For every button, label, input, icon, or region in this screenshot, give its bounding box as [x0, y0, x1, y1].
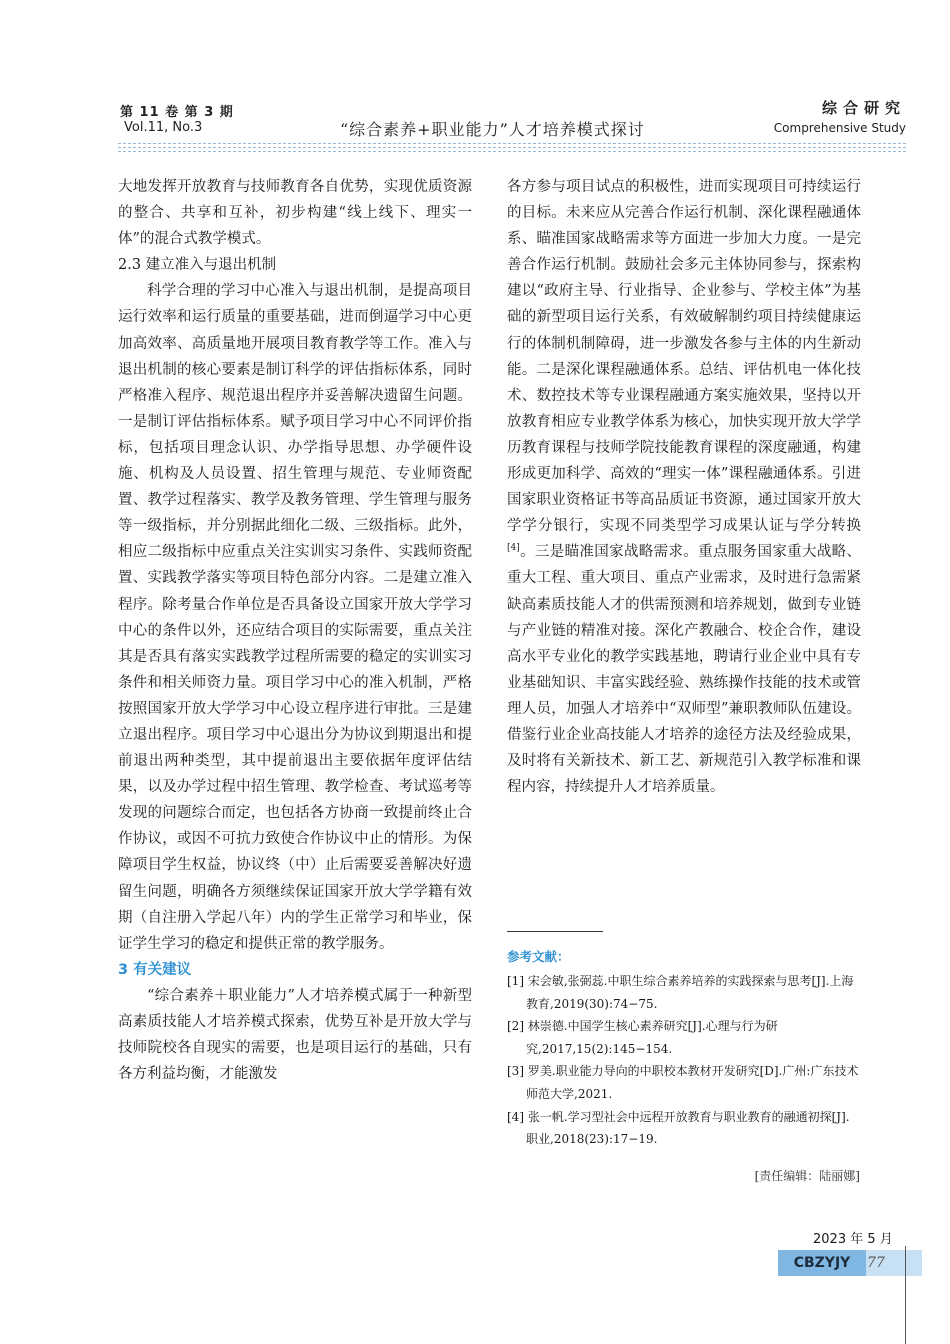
- page-number: 77: [867, 1255, 885, 1271]
- page-edge-line: [905, 1246, 906, 1344]
- paragraph: [507, 174, 861, 800]
- citation-marker: [4]: [507, 543, 520, 554]
- left-column: [118, 174, 472, 1087]
- header-rule-bottom: [118, 151, 906, 152]
- page-number-box: [866, 1250, 922, 1276]
- reference-item: [4] 张一帆.学习型社会中远程开放教育与职业教育的融通初探[J].职业,2018(23):17−19.: [507, 1109, 850, 1147]
- paragraph-text: 。三是瞄准国家战略需求。重点服务国家重大战略、重大工程、重大项目、重点产业需求，及时进行急需紧缺高素质技能人才的供需预测和培养规划，做到专业链与产业链的精准对接。深化产教融合、校企合作，建设高水平专业化的教学实践基地，聘请行业企业中具有专业基础知识、丰富实践经验、熟练操作技能的技术或管理人员，加强人才培养中“双师型”兼职教师队伍建设。借鉴行业企业高技能人才培养的途径方法及经验成果，及时将有关新技术、新工艺、新规范引入教学标准和课程内容，持续提升人才培养质量。: [507, 544, 861, 796]
- running-title: “综合素养+职业能力”人才培养模式探讨: [340, 120, 645, 139]
- references-heading: 参考文献：: [507, 949, 570, 964]
- paragraph: “综合素养＋职业能力”人才培养模式属于一种新型高素质技能人才培养模式探索，优势互补是开放大学与技师院校各自现实的需要，也是项目运行的基础，只有各方利益均衡，才能激发: [118, 987, 472, 1083]
- header-rule-mid: [118, 147, 906, 148]
- paragraph-text: 各方参与项目试点的积极性，进而实现项目可持续运行的目标。未来应从完善合作运行机制、深化课程融通体系、瞄准国家战略需求等方面进一步加大力度。一是完善合作运行机制。鼓励社会多元主体协同参与，探索构建以“政府主导、行业指导、企业参与、学校主体”为基础的新型项目运行关系，有效破解制约项目持续健康运行的体制机制障碍，进一步激发各参与主体的内生新动能。二是深化课程融通体系。总结、评估机电一体化技术、数控技术等专业课程融通方案实施效果，坚持以开放教育相应专业教学体系为核心，加快实现开放大学学历教育课程与技师学院技能教育课程的深度融通，构建形成更加科学、高效的“理实一体”课程融通体系。引进国家职业资格证书等高品质证书资源，通过国家开放大学学分银行，实现不同类型学习成果认证与学分转换: [507, 179, 861, 535]
- reference-item: [3] 罗美.职业能力导向的中职校本教材开发研究[D].广州:广东技术师范大学,2021.: [507, 1064, 859, 1101]
- subsection-heading: 2.3 建立准入与退出机制: [118, 257, 277, 274]
- references-rule: [507, 931, 603, 932]
- issue-date: 2023 年 5 月: [813, 1232, 893, 1247]
- paragraph: 大地发挥开放教育与技师教育各自优势，实现优质资源的整合、共享和互补，初步构建“线上线下、理实一体”的混合式教学模式。: [118, 179, 472, 248]
- paragraph: 科学合理的学习中心准入与退出机制，是提高项目运行效率和运行质量的重要基础，进而倒逼学习中心更加高效率、高质量地开展项目教育教学等工作。准入与退出机制的核心要素是制订科学的评估指标体系，同时严格准入程序、规范退出程序并妥善解决遗留生问题。一是制订评估指标体系。赋予项目学习中心不同评价指标，包括项目理念认识、办学指导思想、办学硬件设施、机构及人员设置、招生管理与规范、专业师资配置、教学过程落实、教学及教务管理、学生管理与服务等一级指标，并分别据此细化二级、三级指标。此外，相应二级指标中应重点关注实训实习条件、实践师资配置、实践教学落实等项目特色部分内容。二是建立准入程序。除考量合作单位是否具备设立国家开放大学学习中心的条件以外，还应结合项目的实际需要，重点关注其是否具有落实实践教学过程所需要的稳定的实训实习条件和相关师资力量。项目学习中心的准入机制，严格按照国家开放大学学习中心设立程序进行审批。三是建立退出程序。项目学习中心退出分为协议到期退出和提前退出两种类型，其中提前退出主要依据年度评估结果，以及办学过程中招生管理、教学检查、考试巡考等发现的问题综合而定，也包括各方协商一致提前终止合作协议，或因不可抗力致使合作协议中止的情形。为保障项目学生权益，协议终（中）止后需要妥善解决好遗留生问题，明确各方须继续保证国家开放大学学籍有效期（自注册入学起八年）内的学生正常学习和毕业，保证学生学习的稳定和提供正常的教学服务。: [118, 283, 472, 952]
- reference-item: [1] 宋会敏,张弼蕊.中职生综合素养培养的实践探索与思考[J].上海教育,2019(30):74−75.: [507, 974, 854, 1011]
- right-column: [507, 174, 861, 800]
- section-title-cn: 综合研究: [821, 99, 906, 117]
- reference-item: [2] 林崇德.中国学生核心素养研究[J].心理与行为研究,2017,15(2):145−154.: [507, 1019, 778, 1056]
- volume-issue-cn: 第 11 卷 第 3 期: [120, 105, 234, 120]
- journal-code: CBZYJY: [778, 1250, 866, 1276]
- section-heading: 3 有关建议: [118, 961, 192, 978]
- references-list: [507, 970, 861, 1151]
- header-rule-top: [118, 143, 906, 144]
- section-title-en: Comprehensive Study: [773, 121, 906, 135]
- volume-issue-en: Vol.11, No.3: [124, 120, 203, 135]
- responsible-editor: [责任编辑：陆丽娜]: [754, 1169, 860, 1183]
- page-tab: [778, 1250, 922, 1276]
